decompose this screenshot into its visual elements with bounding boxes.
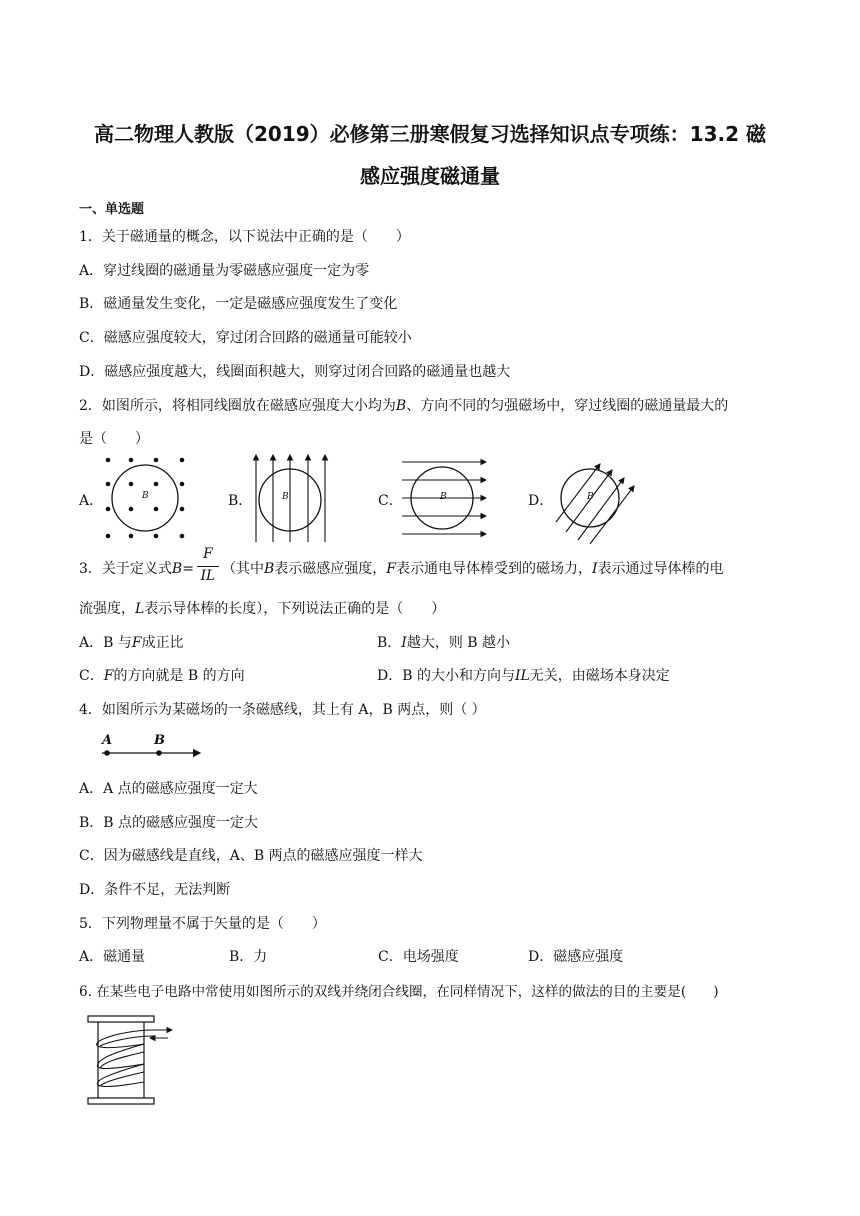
q3-d-il: IL <box>514 668 530 684</box>
q2-figure-b <box>248 452 340 544</box>
q3-stem-line2 <box>79 598 445 618</box>
q2-stem-line2: 是（ ） <box>79 431 149 447</box>
q3-frac-den: IL <box>200 568 216 584</box>
q3-stem <box>79 546 724 584</box>
q2-coil-label-c: B <box>440 492 447 502</box>
q3-a-f: F <box>131 635 142 651</box>
q3-s6: I <box>591 561 598 577</box>
q3-eq-lhs: B <box>171 561 183 577</box>
q1-option-b: B．磁通量发生变化，一定是磁感应强度发生了变化 <box>79 296 398 312</box>
q3-eq-sign: = <box>182 561 194 577</box>
q3-a-text: A．B 与 <box>79 635 132 651</box>
q3-b-end: 越大，则 B 越小 <box>406 635 511 651</box>
q2-figure-d <box>548 456 644 544</box>
q3-option-c <box>79 665 245 685</box>
q2-label-b: B． <box>228 493 253 509</box>
q2-label-a: A． <box>79 493 104 509</box>
q4-point-b-label: B <box>154 733 165 748</box>
q2-stem-a: 2．如图所示，将相同线圈放在磁感应强度大小均为 <box>79 398 396 414</box>
q3-c-text: C． <box>79 668 104 684</box>
q3-s2: B <box>263 561 275 577</box>
q5-option-c: C．电场强度 <box>378 949 459 965</box>
q3-c-end: 的方向就是 B 的方向 <box>113 668 245 684</box>
q3-l2a: 流强度， <box>79 601 135 617</box>
q5-option-b: B．力 <box>229 949 268 965</box>
q2-coil-label-a: B <box>142 491 149 501</box>
q3-s1: （其中 <box>221 561 264 577</box>
q4-option-a: A．A 点的磁感应强度一定大 <box>79 781 258 797</box>
q3-l2c: 表示导体棒的长度），下列说法正确的是（ ） <box>144 601 446 617</box>
q4-stem: 4．如图所示为某磁场的一条磁感线，其上有 A，B 两点，则（ ） <box>79 702 486 718</box>
q5-option-d: D．磁感应强度 <box>528 949 624 965</box>
q5-stem: 5．下列物理量不属于矢量的是（ ） <box>79 916 326 932</box>
q3-d-text: D．B 的大小和方向与 <box>377 668 515 684</box>
q3-option-b <box>377 632 510 652</box>
q2-label-d: D． <box>528 493 554 509</box>
q4-option-c: C．因为磁感线是直线，A、B 两点的磁感应强度一样大 <box>79 848 423 864</box>
q3-b-text: B． <box>377 635 402 651</box>
q3-c-f: F <box>103 668 114 684</box>
q2-label-c: C． <box>378 493 403 509</box>
q4-point-a-label: A <box>102 733 113 748</box>
q3-b-i: I <box>401 635 407 651</box>
q1-option-c: C．磁感应强度较大，穿过闭合回路的磁通量可能较小 <box>79 330 412 346</box>
doc-title-line2: 感应强度磁通量 <box>360 164 500 188</box>
q1-stem: 1．关于磁通量的概念，以下说法中正确的是（ ） <box>79 229 410 245</box>
q3-s5: 表示通电导体棒受到的磁场力， <box>395 561 592 577</box>
q3-s7: 表示通过导体棒的电 <box>597 561 724 577</box>
q4-option-d: D．条件不足，无法判断 <box>79 882 231 898</box>
q2-b-symbol: B <box>395 398 407 414</box>
q3-prefix: 3．关于定义式 <box>79 561 172 577</box>
q2-coil-label-d: B <box>587 492 594 502</box>
q2-stem <box>79 395 728 415</box>
q2-stem-b: 、方向不同的匀强磁场中，穿过线圈的磁通量最大的 <box>406 398 729 414</box>
doc-title-line1: 高二物理人教版（2019）必修第三册寒假复习选择知识点专项练：13.2 磁 <box>94 122 766 146</box>
q3-option-a <box>79 632 184 652</box>
q3-frac-num: F <box>203 546 213 562</box>
q6-stem: 6. 在某些电子电路中常使用如图所示的双线并绕闭合线圈，在同样情况下，这样的做法的目的主要是( ) <box>79 984 719 1000</box>
q3-s3: 表示磁感应强度， <box>274 561 387 577</box>
q1-option-a: A．穿过线圈的磁通量为零磁感应强度一定为零 <box>79 263 370 279</box>
q3-s4: F <box>386 561 396 577</box>
q5-option-a: A．磁通量 <box>79 949 146 965</box>
q3-frac-bar <box>197 566 219 567</box>
q3-option-d <box>377 665 670 685</box>
q4-option-b: B．B 点的磁感应强度一定大 <box>79 815 259 831</box>
q3-a-end: 成正比 <box>141 635 184 651</box>
q1-option-d: D．磁感应强度越大，线圈面积越大，则穿过闭合回路的磁通量也越大 <box>79 364 511 380</box>
q3-l2b: L <box>135 601 145 617</box>
q3-fraction <box>194 546 222 584</box>
q6-coil-figure <box>86 1012 186 1108</box>
section-heading: 一、单选题 <box>79 202 145 217</box>
q3-d-end: 无关，由磁场本身决定 <box>529 668 670 684</box>
q2-coil-label-b: B <box>282 492 289 502</box>
